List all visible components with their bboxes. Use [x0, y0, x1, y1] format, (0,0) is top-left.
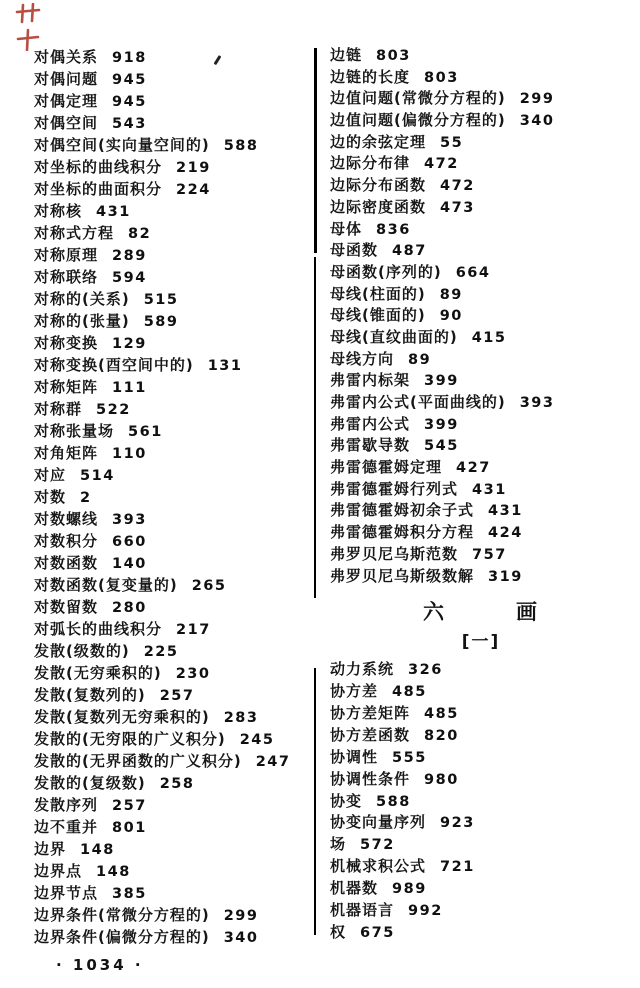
entry-page-number: 230 [175, 666, 211, 682]
index-entry [330, 521, 632, 543]
entry-page-number: 89 [439, 286, 463, 303]
index-entry [34, 640, 312, 662]
entry-term: 发散的(无界函数的广义积分) [34, 752, 242, 770]
entry-page-number: 299 [519, 91, 555, 108]
index-entry [34, 222, 312, 244]
entry-page-number: 225 [143, 644, 179, 660]
index-entry [34, 46, 312, 68]
entry-page-number: 594 [112, 270, 147, 286]
index-entry [330, 218, 632, 240]
entry-page-number: 980 [424, 771, 459, 788]
entry-page-number: 82 [128, 226, 152, 242]
entry-page-number: 257 [159, 688, 195, 704]
entry-page-number: 543 [112, 116, 147, 132]
entry-page-number: 801 [112, 820, 147, 836]
entry-term: 对数积分 [34, 532, 99, 550]
entry-page-number: 485 [424, 705, 459, 722]
entry-page-number: 431 [488, 503, 523, 520]
entry-term: 边际分布律 [330, 154, 411, 173]
index-entry [34, 266, 312, 288]
entry-term: 发散(级数的) [34, 642, 130, 660]
entry-page-number: 326 [408, 662, 443, 679]
index-entry [34, 838, 312, 860]
index-entry [330, 658, 632, 680]
entry-term: 母线方向 [330, 349, 395, 368]
entry-page-number: 721 [440, 859, 475, 876]
entry-term: 对弧长的曲线积分 [34, 620, 163, 638]
entry-term: 弗罗贝尼乌斯范数 [330, 544, 459, 563]
entry-term: 边际分布函数 [330, 176, 427, 195]
index-entry [330, 543, 632, 565]
entry-page-number: 385 [112, 886, 147, 902]
entry-term: 边链的长度 [330, 67, 411, 86]
entry-term: 边不重并 [34, 818, 99, 836]
index-column-left [34, 46, 312, 948]
entry-term: 发散的(复级数) [34, 774, 146, 792]
entry-term: 母线(直纹曲面的) [330, 327, 458, 346]
index-entry [330, 478, 632, 500]
right-entries-top [330, 44, 632, 586]
index-entry [34, 332, 312, 354]
entry-term: 弗雷歇导数 [330, 436, 411, 455]
index-entry [34, 112, 312, 134]
entry-term: 场 [330, 835, 347, 854]
entry-page-number: 757 [472, 546, 507, 563]
right-entries-bottom [330, 658, 632, 943]
index-entry [34, 882, 312, 904]
entry-term: 对坐标的曲线积分 [34, 158, 163, 176]
entry-term: 对偶空间(实向量空间的) [34, 136, 210, 154]
index-entry [34, 706, 312, 728]
index-entry [34, 596, 312, 618]
entry-term: 边值问题(偏微分方程的) [330, 111, 506, 130]
entry-page-number: 572 [360, 837, 395, 854]
entry-page-number: 923 [440, 815, 475, 832]
entry-term: 母线(柱面的) [330, 284, 426, 303]
entry-page-number: 217 [176, 622, 211, 638]
index-entry [34, 398, 312, 420]
entry-page-number: 588 [223, 138, 259, 154]
index-entry [34, 288, 312, 310]
entry-page-number: 992 [408, 902, 443, 919]
index-entry [330, 239, 632, 261]
index-entry [330, 877, 632, 899]
entry-page-number: 664 [455, 264, 491, 281]
index-entry [34, 134, 312, 156]
entry-page-number: 393 [112, 512, 147, 528]
entry-page-number: 140 [112, 556, 147, 572]
entry-page-number: 918 [112, 50, 147, 66]
entry-page-number: 2 [80, 490, 92, 506]
index-entry [34, 662, 312, 684]
index-entry [34, 728, 312, 750]
entry-page-number: 393 [519, 395, 555, 411]
entry-page-number: 589 [143, 314, 179, 330]
entry-term: 边界条件(偏微分方程的) [34, 928, 210, 946]
index-entry [34, 574, 312, 596]
index-entry [330, 833, 632, 855]
index-entry [34, 376, 312, 398]
entry-term: 发散序列 [34, 796, 99, 814]
entry-page-number: 319 [488, 568, 523, 585]
entry-page-number: 803 [424, 69, 459, 86]
entry-term: 权 [330, 922, 347, 941]
entry-term: 边际密度函数 [330, 197, 427, 216]
entry-term: 对数螺线 [34, 510, 99, 528]
entry-term: 弗罗贝尼乌斯级数解 [330, 566, 475, 585]
red-margin-annotation-icon [13, 3, 43, 51]
entry-term: 弗雷德霍姆积分方程 [330, 523, 475, 542]
index-entry [34, 200, 312, 222]
entry-page-number: 803 [376, 48, 411, 64]
index-entry [330, 131, 632, 153]
index-entry [34, 926, 312, 948]
index-entry [34, 156, 312, 178]
index-entry [330, 899, 632, 921]
entry-term: 弗雷内标架 [330, 371, 411, 390]
entry-term: 弗雷内公式 [330, 414, 411, 433]
index-entry [330, 348, 632, 370]
entry-term: 对称原理 [34, 246, 99, 264]
entry-page-number: 561 [128, 424, 163, 440]
index-entry [34, 68, 312, 90]
entry-page-number: 555 [392, 749, 427, 766]
subsection-header: [一] [461, 632, 501, 653]
entry-term: 机器数 [330, 879, 379, 898]
entry-page-number: 945 [112, 94, 147, 110]
entry-term: 边值问题(常微分方程的) [330, 89, 506, 108]
page-number: · 1034 · [56, 956, 144, 974]
index-entry [34, 354, 312, 376]
entry-page-number: 522 [96, 402, 131, 418]
entry-page-number: 415 [471, 329, 507, 346]
index-entry [330, 790, 632, 812]
section-title-char: 画 [516, 600, 539, 625]
index-entry [34, 684, 312, 706]
index-entry [34, 904, 312, 926]
entry-page-number: 224 [176, 182, 211, 198]
entry-page-number: 399 [424, 416, 459, 433]
entry-term: 协方差矩阵 [330, 703, 411, 722]
index-entry [330, 680, 632, 702]
entry-term: 协变 [330, 791, 363, 810]
entry-term: 协调性条件 [330, 769, 411, 788]
index-entry [34, 420, 312, 442]
entry-page-number: 820 [424, 727, 459, 744]
entry-term: 对称变换 [34, 334, 99, 352]
entry-term: 边界点 [34, 862, 83, 880]
entry-term: 对称张量场 [34, 422, 115, 440]
entry-page-number: 473 [440, 199, 475, 216]
entry-page-number: 257 [112, 798, 147, 814]
index-entry [330, 434, 632, 456]
index-entry [34, 860, 312, 882]
entry-page-number: 989 [392, 881, 427, 898]
index-entry [34, 794, 312, 816]
entry-page-number: 245 [239, 732, 275, 748]
entry-term: 对称的(关系) [34, 290, 130, 308]
entry-page-number: 545 [424, 438, 459, 455]
entry-page-number: 660 [112, 534, 147, 550]
index-entry [330, 413, 632, 435]
index-entry [330, 109, 632, 131]
index-entry [34, 618, 312, 640]
entry-term: 协方差函数 [330, 725, 411, 744]
index-entry [330, 304, 632, 326]
entry-term: 对偶关系 [34, 48, 99, 66]
entry-term: 对数函数(复变量的) [34, 576, 178, 594]
entry-page-number: 131 [207, 358, 243, 374]
index-entry [330, 87, 632, 109]
entry-page-number: 487 [392, 243, 427, 260]
index-entry [34, 486, 312, 508]
section-title-char: 六 [423, 600, 446, 625]
entry-page-number: 472 [440, 178, 475, 195]
entry-term: 母函数(序列的) [330, 262, 442, 281]
entry-term: 协变向量序列 [330, 813, 427, 832]
entry-page-number: 148 [96, 864, 131, 880]
index-entry [330, 152, 632, 174]
entry-page-number: 515 [143, 292, 179, 308]
entry-term: 对称联络 [34, 268, 99, 286]
index-entry [34, 772, 312, 794]
column-divider [314, 668, 316, 935]
index-entry [34, 530, 312, 552]
entry-page-number: 265 [191, 578, 227, 594]
entry-page-number: 514 [80, 468, 115, 484]
index-entry [330, 391, 632, 413]
index-entry [330, 921, 632, 943]
entry-page-number: 219 [176, 160, 211, 176]
entry-page-number: 431 [472, 481, 507, 498]
index-entry [330, 196, 632, 218]
entry-term: 协调性 [330, 747, 379, 766]
index-entry [330, 702, 632, 724]
index-entry [34, 552, 312, 574]
entry-term: 协方差 [330, 682, 379, 701]
entry-term: 发散的(无穷限的广义积分) [34, 730, 226, 748]
index-entry [34, 464, 312, 486]
index-entry [34, 816, 312, 838]
entry-term: 母函数 [330, 241, 379, 260]
entry-page-number: 280 [112, 600, 147, 616]
entry-page-number: 340 [519, 113, 555, 130]
entry-page-number: 485 [392, 684, 427, 701]
entry-page-number: 431 [96, 204, 131, 220]
column-divider [314, 48, 317, 253]
entry-term: 对数函数 [34, 554, 99, 572]
entry-page-number: 427 [456, 460, 491, 477]
entry-term: 对称群 [34, 400, 83, 418]
entry-term: 母线(锥面的) [330, 306, 426, 325]
index-entry [330, 565, 632, 587]
index-entry [330, 283, 632, 305]
entry-term: 发散(无穷乘积的) [34, 664, 162, 682]
entry-page-number: 289 [112, 248, 147, 264]
entry-term: 发散(复数列的) [34, 686, 146, 704]
entry-page-number: 247 [255, 754, 291, 770]
index-entry [34, 310, 312, 332]
entry-term: 对称变换(酉空间中的) [34, 356, 194, 374]
entry-term: 弗雷德霍姆定理 [330, 458, 443, 477]
index-entry [330, 811, 632, 833]
section-header-six-strokes [330, 596, 632, 628]
entry-page-number: 89 [408, 351, 432, 368]
entry-page-number: 148 [80, 842, 115, 858]
entry-page-number: 110 [112, 446, 147, 462]
entry-page-number: 283 [223, 710, 259, 726]
entry-term: 边链 [330, 46, 363, 64]
column-divider [314, 257, 316, 598]
index-entry [330, 261, 632, 283]
index-entry [34, 750, 312, 772]
entry-page-number: 299 [223, 908, 259, 924]
entry-term: 对称式方程 [34, 224, 115, 242]
entry-term: 母体 [330, 219, 363, 238]
entry-page-number: 399 [424, 373, 459, 390]
entry-page-number: 90 [439, 308, 463, 325]
entry-term: 发散(复数列无穷乘积的) [34, 708, 210, 726]
entry-term: 边界节点 [34, 884, 99, 902]
entry-term: 边界条件(常微分方程的) [34, 906, 210, 924]
index-entry [34, 508, 312, 530]
entry-page-number: 588 [376, 793, 411, 810]
entry-page-number: 675 [360, 924, 395, 941]
index-entry [330, 724, 632, 746]
entry-page-number: 129 [112, 336, 147, 352]
entry-term: 弗雷德霍姆行列式 [330, 479, 459, 498]
index-entry [330, 855, 632, 877]
entry-page-number: 472 [424, 156, 459, 173]
entry-term: 机器语言 [330, 900, 395, 919]
entry-term: 弗雷内公式(平面曲线的) [330, 393, 506, 411]
entry-term: 边的余弦定理 [330, 132, 427, 151]
entry-term: 对称的(张量) [34, 312, 130, 330]
entry-page-number: 836 [376, 221, 411, 238]
entry-page-number: 424 [488, 525, 523, 542]
entry-term: 弗雷德霍姆初余子式 [330, 501, 475, 520]
index-column-right [330, 44, 632, 943]
index-entry [330, 746, 632, 768]
entry-term: 对偶问题 [34, 70, 99, 88]
entry-term: 边界 [34, 840, 67, 858]
index-entry [330, 768, 632, 790]
index-entry [34, 442, 312, 464]
entry-page-number: 258 [159, 776, 195, 792]
entry-page-number: 55 [440, 134, 464, 151]
entry-page-number: 111 [112, 380, 147, 396]
index-entry [34, 244, 312, 266]
entry-term: 对角矩阵 [34, 444, 99, 462]
index-entry [330, 456, 632, 478]
entry-term: 对坐标的曲面积分 [34, 180, 163, 198]
entry-term: 机械求积公式 [330, 857, 427, 876]
entry-page-number: 340 [223, 930, 259, 946]
entry-term: 对数 [34, 488, 67, 506]
index-entry [34, 178, 312, 200]
index-entry [330, 174, 632, 196]
index-entry [34, 90, 312, 112]
index-entry [330, 369, 632, 391]
entry-term: 对数留数 [34, 598, 99, 616]
entry-term: 对称矩阵 [34, 378, 99, 396]
entry-term: 动力系统 [330, 660, 395, 679]
index-entry [330, 44, 632, 66]
entry-page-number: 945 [112, 72, 147, 88]
entry-term: 对偶定理 [34, 92, 99, 110]
index-entry [330, 499, 632, 521]
index-entry [330, 326, 632, 348]
entry-term: 对称核 [34, 202, 83, 220]
entry-term: 对偶空间 [34, 114, 99, 132]
index-entry [330, 66, 632, 88]
entry-term: 对应 [34, 466, 67, 484]
